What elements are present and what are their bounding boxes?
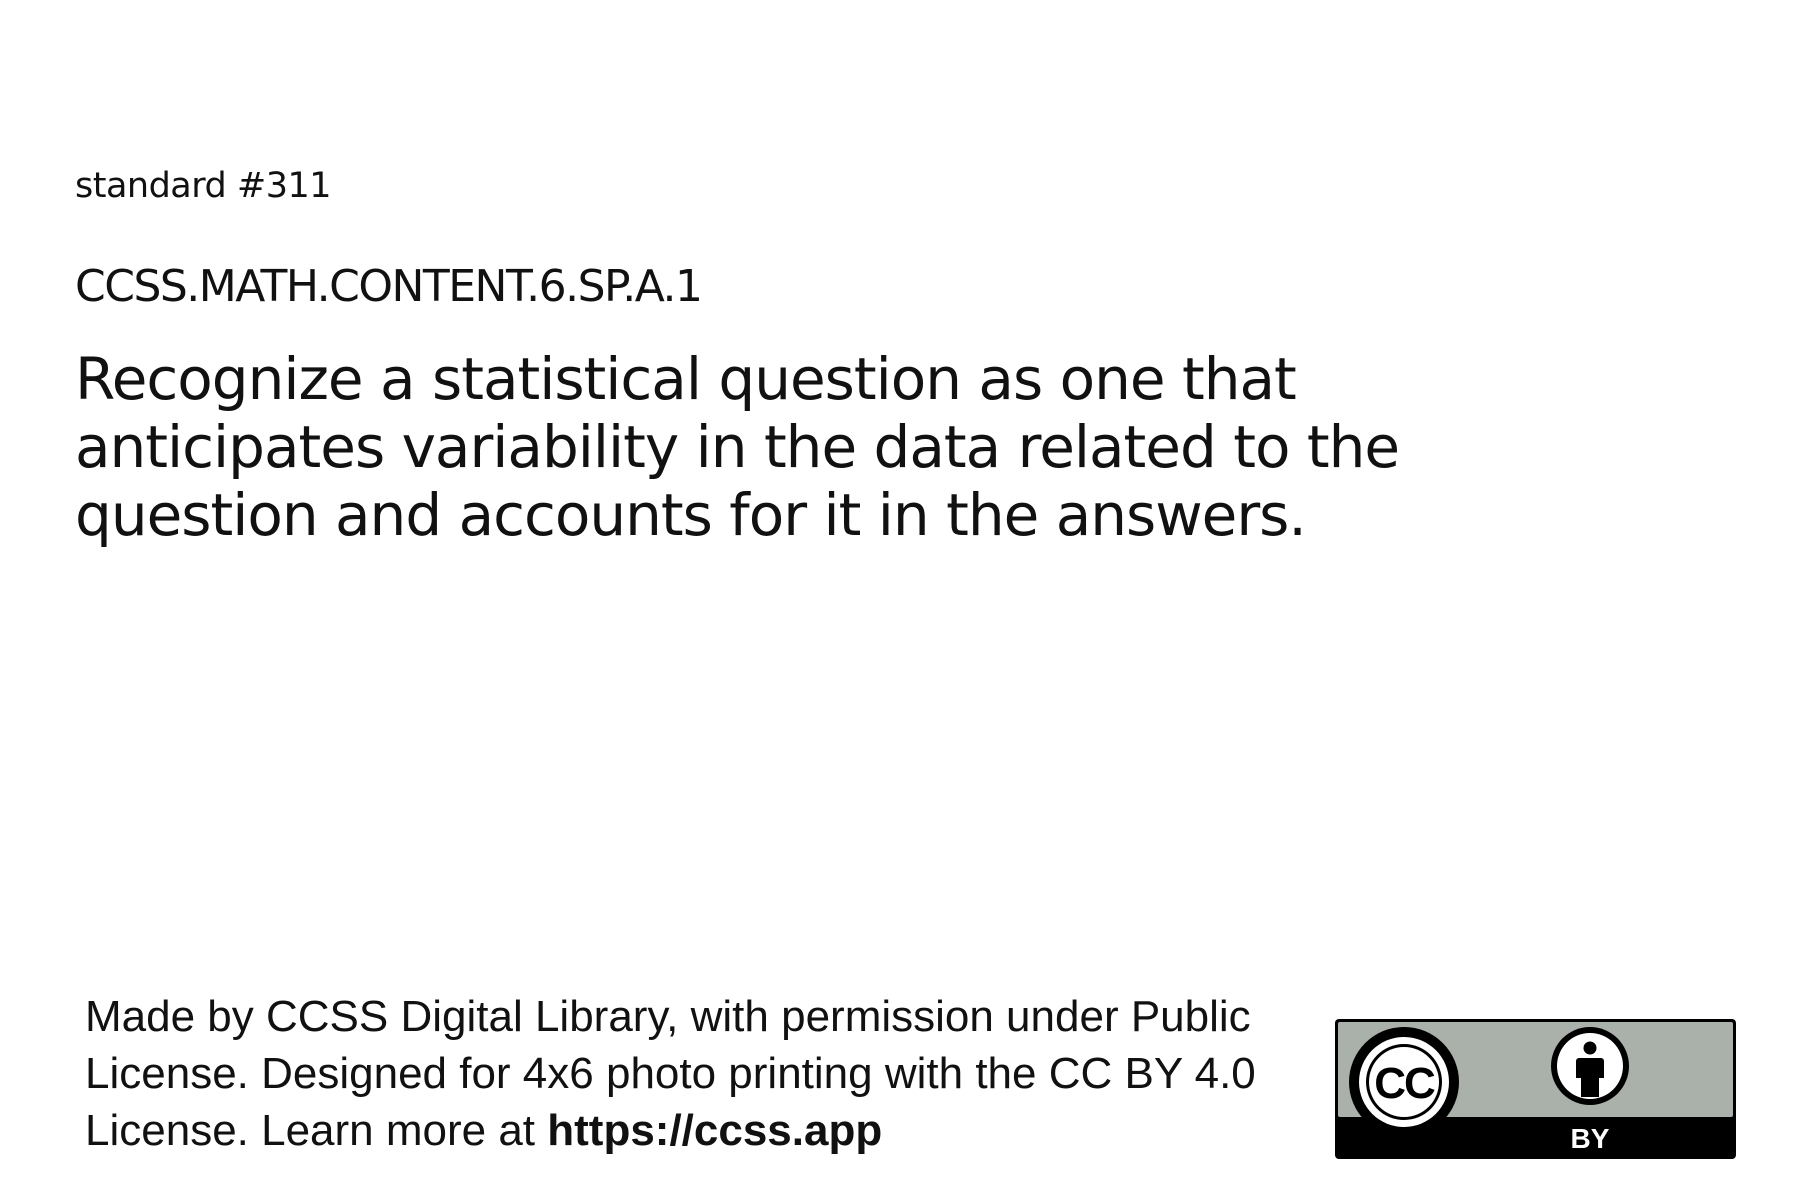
cc-by-license-badge (1334, 1018, 1737, 1160)
standard-number: standard #311 (75, 166, 331, 206)
cc-icon (1349, 1027, 1459, 1137)
attribution-person-icon (1551, 1027, 1629, 1105)
standard-description: Recognize a statistical question as one that anticipates variability in the data related to the question and accounts for it in the answers. (75, 345, 1400, 549)
attribution-text (85, 988, 1325, 1159)
standard-code: CCSS.MATH.CONTENT.6.SP.A.1 (75, 261, 702, 312)
attribution-body: Made by CCSS Digital Library, with permission under Public License. Designed for 4x6 photo printing with the CC BY 4.0 License. Learn more at (85, 992, 1256, 1155)
by-label: BY (1570, 1123, 1610, 1154)
cc-icon-text: CC (1374, 1059, 1434, 1108)
attribution-link[interactable]: https://ccss.app (547, 1106, 883, 1155)
